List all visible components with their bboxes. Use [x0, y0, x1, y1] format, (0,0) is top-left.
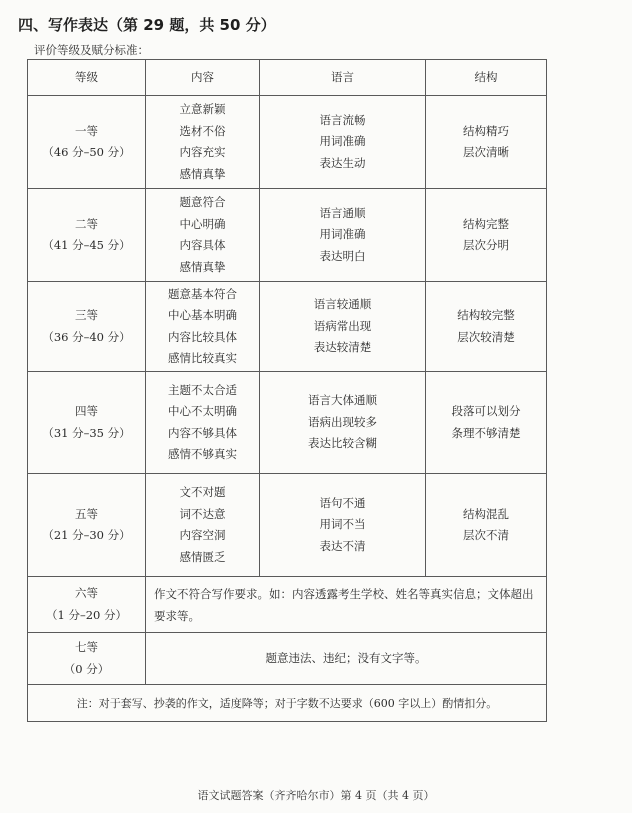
structure-item: 层次清晰 [463, 145, 509, 159]
structure-item: 段落可以划分 [451, 404, 521, 418]
grade-range: （46 分–50 分） [42, 145, 131, 159]
content-item: 选材不俗 [179, 123, 226, 138]
grade-range: （21 分–30 分） [42, 528, 131, 542]
structure-item: 条理不够清楚 [451, 425, 521, 440]
language-item: 语言通顺 [319, 205, 366, 220]
grade-range: （41 分–45 分） [42, 238, 131, 252]
structure-item: 结构较完整 [457, 308, 515, 322]
grade-label: 四等 [75, 404, 98, 418]
content-item: 题意符合 [179, 195, 226, 209]
grade-label: 七等 [75, 640, 98, 654]
language-item: 语言大体通顺 [308, 393, 377, 408]
structure-cell [426, 372, 547, 474]
structure-cell [426, 96, 547, 189]
grade-cell [28, 577, 146, 633]
language-item: 表达不清 [319, 538, 366, 553]
language-cell [260, 282, 426, 372]
grading-rubric-table [27, 59, 547, 722]
content-item: 题意基本符合 [168, 286, 237, 301]
grade-cell [28, 633, 146, 685]
content-item: 内容充实 [179, 145, 226, 159]
grade-label: 六等 [75, 586, 98, 600]
content-item: 内容不够具体 [168, 425, 237, 440]
language-item: 语句不通 [319, 495, 366, 510]
structure-item: 结构精巧 [463, 123, 509, 138]
content-item: 词不达意 [179, 506, 226, 521]
language-cell [260, 189, 426, 282]
content-item: 感情不够真实 [168, 447, 237, 461]
content-cell [146, 189, 260, 282]
header-grade: 等级 [28, 60, 146, 96]
structure-item: 结构完整 [463, 216, 509, 231]
grade7-description: 题意违法、违纪；没有文字等。 [146, 633, 547, 685]
grade-range: （36 分–40 分） [42, 329, 131, 344]
content-item: 内容比较具体 [168, 329, 237, 344]
header-content: 内容 [146, 60, 260, 96]
content-cell [146, 282, 260, 372]
content-item: 内容具体 [179, 238, 226, 252]
structure-cell [426, 282, 547, 372]
grade-cell [28, 474, 146, 577]
content-item: 感情真挚 [179, 259, 226, 274]
language-item: 语言流畅 [319, 112, 366, 127]
grade6-description: 作文不符合写作要求。如：内容透露考生学校、姓名等真实信息；文体超出要求等。 [146, 577, 547, 633]
content-cell [146, 96, 260, 189]
table-row [28, 577, 547, 633]
note-text: 注：对于套写、抄袭的作文，适度降等；对于字数不达要求（600 字以上）酌情扣分。 [28, 685, 547, 722]
grade-cell [28, 189, 146, 282]
content-item: 文不对题 [179, 485, 226, 499]
table-row [28, 372, 547, 474]
grade-range: （1 分–20 分） [45, 607, 127, 622]
grade-cell [28, 96, 146, 189]
grade-label: 二等 [75, 216, 98, 231]
table-row [28, 633, 547, 685]
table-row [28, 96, 547, 189]
structure-cell [426, 474, 547, 577]
language-item: 表达比较含糊 [308, 436, 377, 451]
language-item: 表达生动 [319, 155, 366, 170]
content-item: 感情匮乏 [179, 549, 226, 564]
language-item: 用词不当 [319, 517, 366, 532]
content-cell [146, 372, 260, 474]
grade-label: 一等 [75, 123, 98, 138]
grade-range: （0 分） [63, 661, 110, 676]
grade-cell [28, 282, 146, 372]
header-language: 语言 [260, 60, 426, 96]
structure-item: 结构混乱 [463, 506, 509, 521]
table-row [28, 189, 547, 282]
table-row [28, 282, 547, 372]
header-structure: 结构 [426, 60, 547, 96]
content-item: 感情比较真实 [168, 351, 237, 365]
content-item: 中心明确 [179, 216, 226, 231]
structure-item: 层次不清 [463, 528, 509, 542]
structure-item: 层次较清楚 [457, 329, 515, 344]
grade-range: （31 分–35 分） [42, 425, 131, 440]
content-item: 感情真挚 [179, 166, 226, 181]
language-item: 表达较清楚 [313, 340, 372, 355]
language-cell [260, 372, 426, 474]
grade-label: 五等 [75, 506, 98, 521]
grade-label: 三等 [75, 308, 98, 322]
table-row [28, 474, 547, 577]
page-footer: 语文试题答案（齐齐哈尔市）第 4 页（共 4 页） [197, 789, 435, 802]
structure-cell [426, 189, 547, 282]
note-row [28, 685, 547, 722]
content-item: 内容空洞 [179, 528, 226, 542]
language-item: 用词准确 [319, 227, 366, 242]
table-header-row [28, 60, 547, 96]
language-item: 语病常出现 [313, 318, 372, 333]
language-item: 表达明白 [319, 248, 366, 263]
content-item: 中心基本明确 [168, 308, 237, 322]
content-item: 中心不太明确 [168, 404, 237, 418]
language-cell [260, 474, 426, 577]
content-item: 立意新颖 [179, 102, 226, 116]
language-item: 语言较通顺 [313, 297, 372, 312]
language-cell [260, 96, 426, 189]
structure-item: 层次分明 [463, 238, 509, 252]
language-item: 用词准确 [319, 134, 366, 149]
language-item: 语病出现较多 [308, 414, 377, 429]
grade-cell [28, 372, 146, 474]
section-title: 四、写作表达（第 29 题，共 50 分） [18, 16, 276, 34]
content-cell [146, 474, 260, 577]
content-item: 主题不太合适 [168, 382, 237, 397]
section-subtitle: 评价等级及赋分标准： [34, 43, 149, 57]
